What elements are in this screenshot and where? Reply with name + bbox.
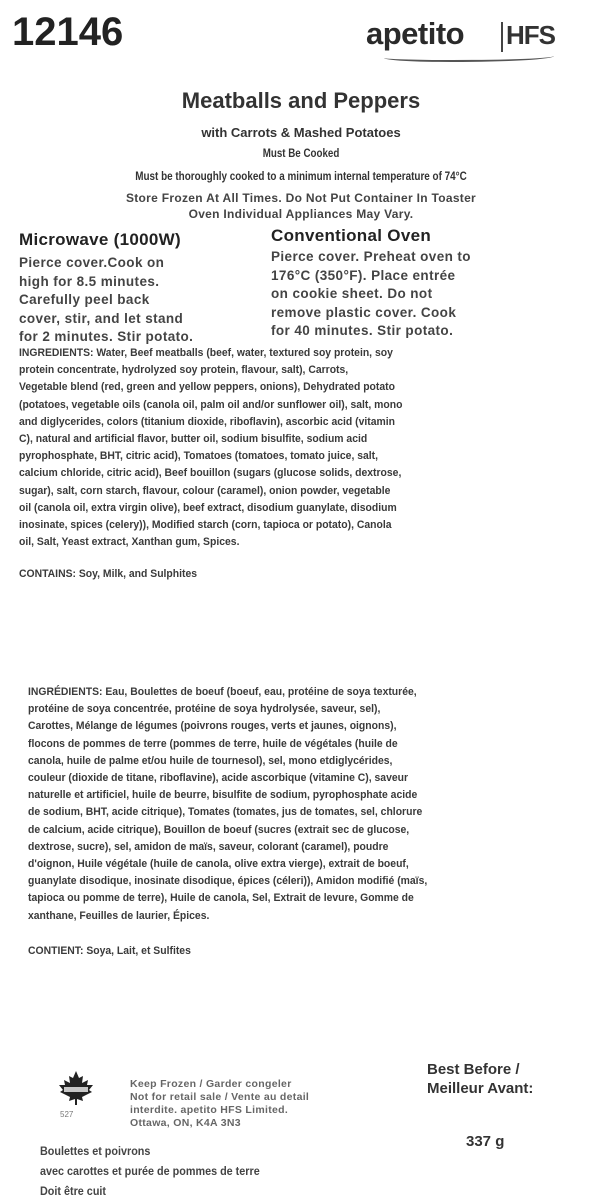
microwave-line: Pierce cover.Cook on [19,255,165,270]
ingredient-line: de calcium, acide citrique), Bouillon de boeuf (sucres (extrait sec de glucose, [28,823,410,836]
microwave-heading: Microwave (1000W) [19,230,181,249]
microwave-line: cover, stir, and let stand [19,310,184,326]
ingredient-line: d'oignon, Huile végétale (huile de canola, olive extra vierge), extrait de boeuf, [28,858,409,871]
maple-leaf-icon [56,1070,96,1106]
net-weight: 337 g [466,1133,505,1150]
ingredient-line: tapioca ou pomme de terre), Huile de canola, Sel, Extrait de levure, Gomme de [28,892,414,905]
ingredient-line: naturelle et artificiel, huile de beurre, bisulfite de sodium, pyrophosphate acide [28,789,418,802]
ingredient-line: couleur (dioxide de titane, riboflavine), acide ascorbique (vitamine C), saveur [28,772,409,785]
oven-line: Pierce cover. Preheat oven to [271,249,471,264]
microwave-line: Carefully peel back [19,292,150,307]
ingredient-line: INGREDIENTS: Water, Beef meatballs (beef, water, textured soy protein, soy [19,347,393,359]
oven-heading: Conventional Oven [271,226,432,245]
french-product-subtitle: avec carottes et purée de pommes de terre [40,1164,260,1178]
contains-allergens-french: CONTIENT: Soya, Lait, et Sulfites [28,945,191,957]
ingredient-line: inosinate, spices (celery)), Modified starch (corn, tapioca or potato), Canola [19,519,392,532]
product-subtitle: with Carrots & Mashed Potatoes [201,125,401,140]
ingredient-line: guanylate disodique, inosinate disodique, épices (céleri)), Amidon modifié (maïs, [28,875,428,888]
ingredient-line: xanthane, Feuilles de laurier, Épices. [28,909,210,922]
ingredient-line: and diglycerides, colors (titanium dioxide, riboflavin), ascorbic acid (vitamin [19,415,395,428]
keep-frozen-notice [130,1078,309,1130]
oven-instructions [271,248,591,341]
best-before-line-2: Meilleur Avant: [427,1080,534,1097]
microwave-line: for 2 minutes. Stir potato. [19,329,194,344]
brand-suffix: HFS [506,20,555,50]
ingredient-line: dextrose, sucre), sel, amidon de maïs, saveur, colorant (caramel), poudre [28,840,389,853]
microwave-line: high for 8.5 minutes. [19,273,160,289]
keep-line: Ottawa, ON, K4A 3N3 [130,1117,241,1129]
storage-warning [0,190,602,222]
must-be-cooked: Must Be Cooked [262,148,340,160]
ingredient-line: calcium chloride, citric acid), Beef bouillon (sugars (glucose solids, dextrose, [19,467,402,480]
product-code: 12146 [12,10,124,54]
establishment-number: 527 [60,1110,74,1119]
ingredient-line: oil (canola oil, extra virgin olive), beef extract, disodium guanylate, disodium [19,501,397,514]
ingredient-line: canola, huile de palme et/ou huile de tournesol), sel, mono etdiglycérides, [28,754,393,767]
ingredients-english [19,345,562,551]
ingredients-french [28,684,571,925]
apetito-hfs-logo [366,14,566,60]
oven-line: for 40 minutes. Stir potato. [271,323,454,338]
ingredient-line: oil, Salt, Yeast extract, Xanthan gum, Spices. [19,536,240,549]
ingredient-line: sugar), salt, corn starch, flavour, colour (caramel), onion powder, vegetable [19,484,391,497]
oven-line: on cookie sheet. Do not [271,286,433,301]
ingredient-line: flocons de pommes de terre (pommes de terre, huile de végétales (huile de [28,737,398,750]
keep-line: Keep Frozen / Garder congeler [130,1078,292,1090]
microwave-instructions [19,254,269,347]
logo-swoosh-icon [384,52,554,62]
ingredient-line: (potatoes, vegetable oils (canola oil, palm oil and/or sunflower oil), salt, mono [19,398,403,411]
ingredient-line: INGRÉDIENTS: Eau, Boulettes de boeuf (boeuf, eau, protéine de soya texturée, [28,686,417,698]
ingredient-line: Carottes, Mélange de légumes (poivrons rouges, verts et jaunes, oignons), [28,720,397,733]
ingredient-line: C), natural and artificial flavor, butter oil, sodium bisulfite, sodium acid [19,433,368,446]
storage-line-1: Store Frozen At All Times. Do Not Put Container In Toaster [125,191,477,205]
contains-allergens-english: CONTAINS: Soy, Milk, and Sulphites [19,568,198,580]
french-product-name: Boulettes et poivrons [40,1144,151,1158]
storage-line-2: Oven Individual Appliances May Vary. [188,207,414,221]
french-must-be-cooked: Doit être cuit [40,1184,107,1198]
best-before-line-1: Best Before / [427,1061,520,1078]
keep-line: Not for retail sale / Vente au detail [130,1091,310,1103]
ingredient-line: de sodium, BHT, acide citrique), Tomates (tomates, jus de tomates, sel, chlorure [28,806,423,819]
oven-line: remove plastic cover. Cook [271,304,457,320]
ingredient-line: protein concentrate, hydrolyzed soy protein, flavour, salt), Carrots, [19,364,349,377]
temperature-note: Must be thoroughly cooked to a minimum internal temperature of 74°C [135,171,467,183]
ingredient-line: Vegetable blend (red, green and yellow peppers, onions), Dehydrated potato [19,381,395,394]
ingredient-line: protéine de soya concentrée, protéine de soya hydrolysée, saveur, sel), [28,703,381,716]
ingredient-line: pyrophosphate, BHT, citric acid), Tomatoes (tomatoes, tomato juice, salt, [19,450,379,463]
logo-divider [501,22,503,52]
best-before-label [427,1060,533,1098]
brand-name: apetito [366,16,465,51]
product-title: Meatballs and Peppers [181,88,421,113]
keep-line: interdite. apetito HFS Limited. [130,1104,289,1116]
oven-line: 176°C (350°F). Place entrée [271,267,456,283]
